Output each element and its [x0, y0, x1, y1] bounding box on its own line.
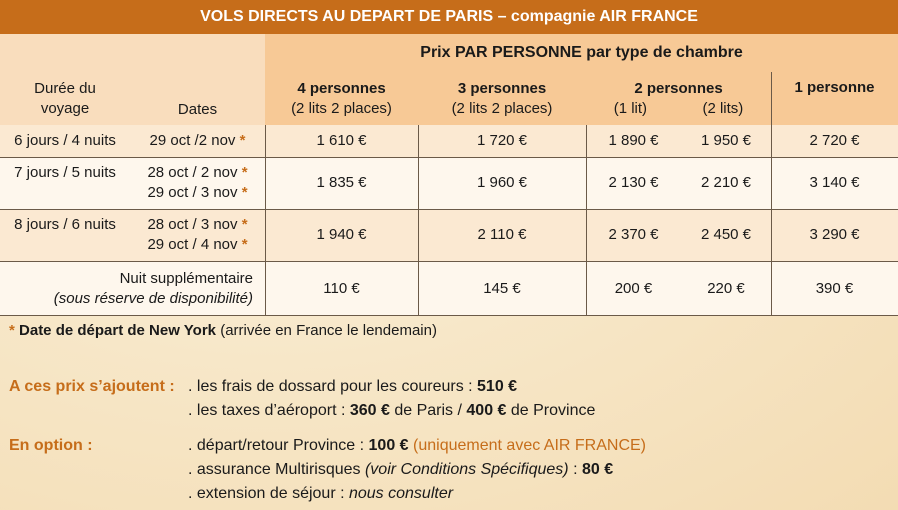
supplement-item: [188, 400, 595, 422]
option-note: nous consulter: [348, 485, 454, 502]
col-4p-sub: (2 lits 2 places): [291, 99, 392, 117]
col-4p-header: [265, 72, 418, 125]
col-2p-header: [586, 72, 771, 125]
row2-price-2p-2lits: 2 210 €: [681, 157, 771, 209]
star-mark: *: [241, 236, 248, 253]
extra-price-2p-2lits: 220 €: [681, 261, 771, 316]
star-mark: *: [239, 132, 246, 149]
option-text: :: [568, 461, 582, 478]
star-mark: *: [241, 216, 248, 233]
row1-price-2p-2lits: 1 950 €: [681, 125, 771, 157]
header-blank: [0, 34, 265, 72]
col-2p-title: 2 personnes: [634, 79, 723, 97]
options-label: En option :: [9, 437, 93, 454]
footnote-star: *: [9, 322, 15, 339]
row1-duration: 6 jours / 4 nuits: [0, 125, 130, 157]
row2-price-4p: 1 835 €: [265, 157, 418, 209]
row3-duration: 8 jours / 6 nuits: [0, 209, 130, 261]
row2-dates: [130, 157, 265, 209]
extra-price-3p: 145 €: [418, 261, 586, 316]
col-2p-sub-a: (1 lit): [613, 99, 648, 117]
row1-date-1: 29 oct /2 nov: [149, 132, 236, 149]
extra-price-2p-1lit: 200 €: [586, 261, 681, 316]
supplement-text: . les taxes d’aéroport :: [188, 402, 350, 419]
row3-date-1: 28 oct / 3 nov: [147, 216, 238, 233]
supplement-text: . les frais de dossard pour les coureurs :: [188, 378, 478, 395]
row1-price-2p-1lit: 1 890 €: [586, 125, 681, 157]
col-3p-sub: (2 lits 2 places): [451, 99, 553, 117]
supplement-text: de Province: [506, 402, 596, 419]
extra-price-1p: 390 €: [771, 261, 898, 316]
extra-night-title: Nuit supplémentaire: [119, 269, 253, 287]
grid-line: [586, 125, 587, 316]
option-item: [188, 435, 646, 457]
row1-price-3p: 1 720 €: [418, 125, 586, 157]
row3-dates: [130, 209, 265, 261]
extra-night-note: (sous réserve de disponibilité): [53, 289, 253, 307]
supplement-text: de Paris /: [389, 402, 467, 419]
option-text: . extension de séjour :: [188, 485, 349, 502]
row1-price-1p: 2 720 €: [771, 125, 898, 157]
supplement-price: 510 €: [477, 378, 518, 395]
row3-date-2: 29 oct / 4 nov: [147, 236, 238, 253]
row3-price-3p: 2 110 €: [418, 209, 586, 261]
grid-line: [265, 125, 266, 316]
price-header: Prix PAR PERSONNE par type de chambre: [265, 34, 898, 72]
option-item: [188, 459, 613, 481]
grid-line: [0, 261, 898, 262]
col-1p-header: 1 personne: [771, 72, 898, 125]
col-dates-header: Dates: [130, 72, 265, 125]
extra-price-4p: 110 €: [265, 261, 418, 316]
supplement-price: 400 €: [466, 402, 507, 419]
grid-line: [418, 125, 419, 316]
row2-date-1: 28 oct / 2 nov: [147, 164, 238, 181]
supplements-label: A ces prix s’ajoutent :: [9, 378, 175, 395]
row2-date-2: 29 oct / 3 nov: [147, 184, 238, 201]
option-text: . départ/retour Province :: [188, 437, 369, 454]
row3-price-4p: 1 940 €: [265, 209, 418, 261]
table-banner-title: VOLS DIRECTS AU DEPART DE PARIS – compagnie AIR FRANCE: [0, 0, 898, 34]
row3-price-2p-2lits: 2 450 €: [681, 209, 771, 261]
option-note: (uniquement avec AIR FRANCE): [408, 437, 646, 454]
option-price: 80 €: [581, 461, 614, 478]
row1-dates: [130, 125, 265, 157]
row1-price-4p: 1 610 €: [265, 125, 418, 157]
col-2p-sub-b: (2 lits): [702, 99, 744, 117]
row2-duration: 7 jours / 5 nuits: [0, 157, 130, 209]
grid-line: [771, 72, 772, 316]
option-item: [188, 483, 453, 505]
option-note: (voir Conditions Spécifiques): [364, 461, 569, 478]
footnote-rest: (arrivée en France le lendemain): [216, 322, 437, 339]
option-text: . assurance Multirisques: [188, 461, 365, 478]
row2-price-1p: 3 140 €: [771, 157, 898, 209]
col-4p-title: 4 personnes: [297, 79, 386, 97]
col-3p-title: 3 personnes: [457, 79, 547, 97]
notes-section: [0, 316, 898, 510]
supplement-item: [188, 376, 517, 398]
option-price: 100 €: [368, 437, 409, 454]
col-duration-header: Durée du voyage: [0, 72, 130, 125]
row3-price-1p: 3 290 €: [771, 209, 898, 261]
footnote-bold: Date de départ de New York: [19, 322, 217, 339]
row2-price-2p-1lit: 2 130 €: [586, 157, 681, 209]
star-mark: *: [241, 164, 248, 181]
extra-night-label: [0, 261, 265, 316]
grid-line: [0, 209, 898, 210]
price-table: [0, 34, 898, 316]
col-3p-header: [418, 72, 586, 125]
row2-price-3p: 1 960 €: [418, 157, 586, 209]
row3-price-2p-1lit: 2 370 €: [586, 209, 681, 261]
grid-line: [0, 157, 898, 158]
star-mark: *: [241, 184, 248, 201]
supplement-price: 360 €: [349, 402, 390, 419]
footnote: [9, 320, 437, 342]
